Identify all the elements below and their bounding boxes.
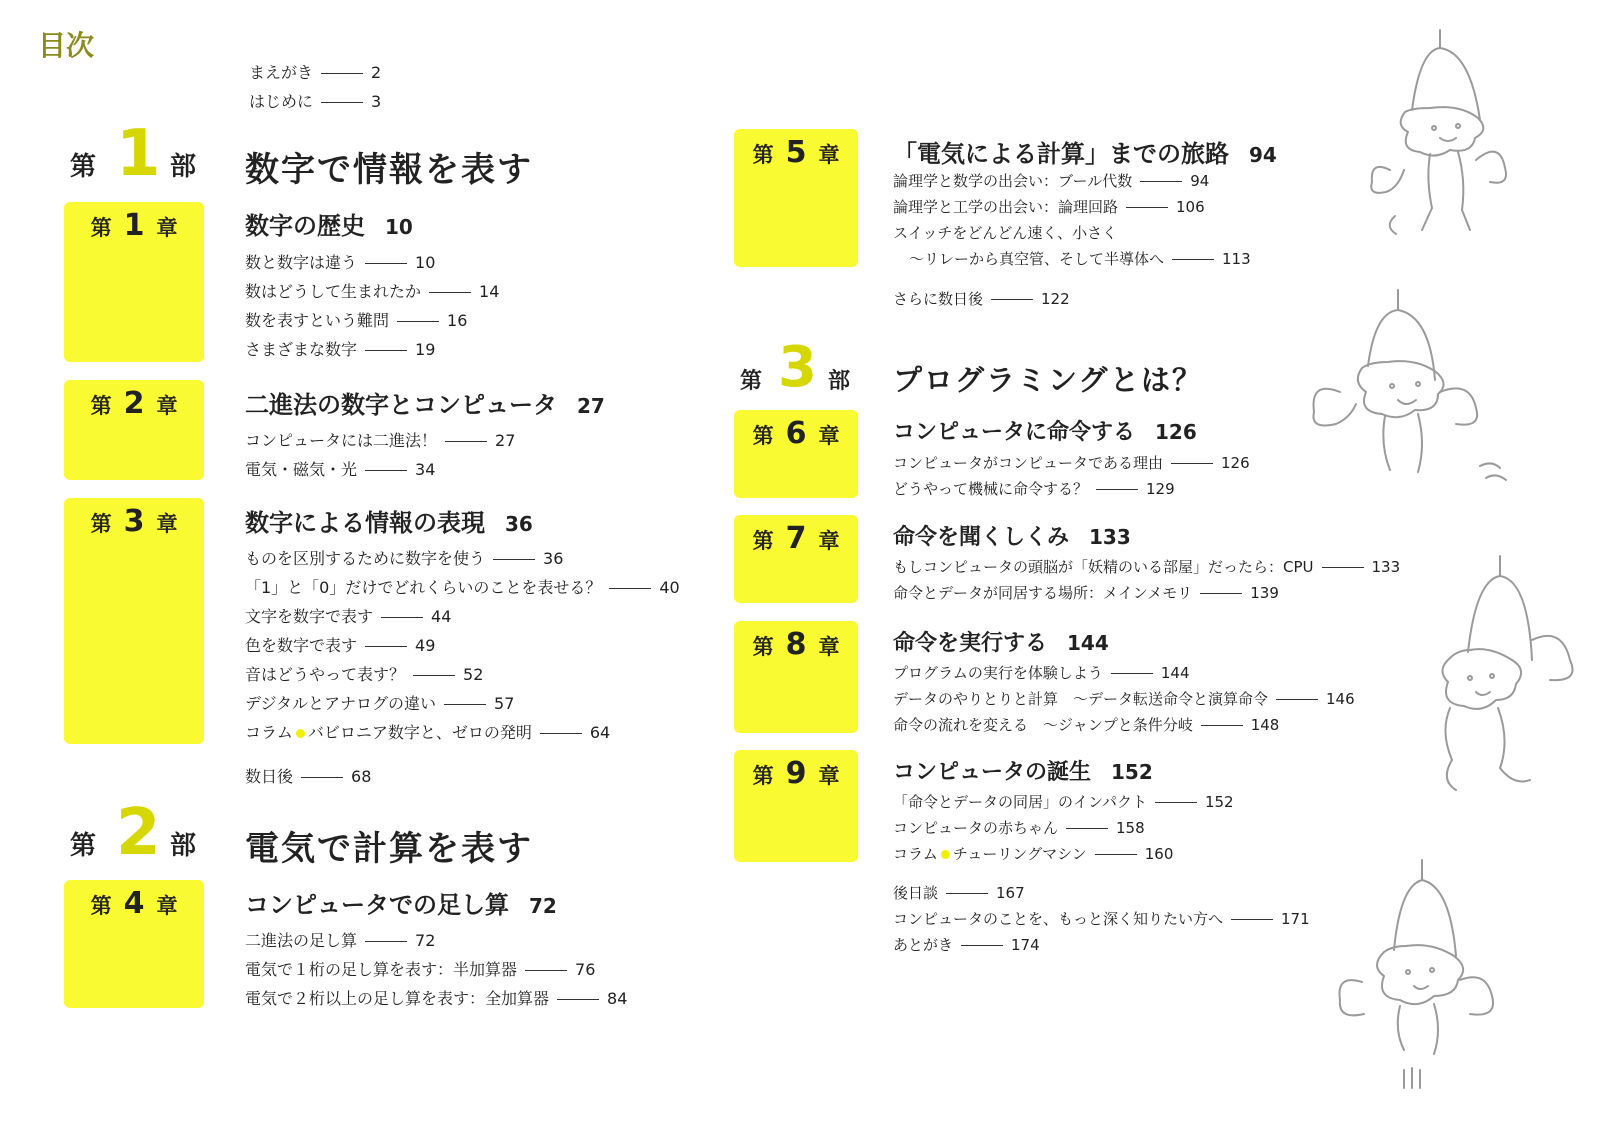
toc-entry: デジタルとアナログの違い 57 — [245, 694, 515, 713]
toc-entry: コラム バビロニア数字と、ゼロの発明 64 — [245, 723, 611, 742]
front-item: まえがき 2 — [249, 63, 382, 82]
chapter-title: コンピュータでの足し算 72 — [245, 891, 557, 919]
toc-entry: 「命令とデータの同居」のインパクト 152 — [893, 793, 1234, 811]
part-title: 数字で情報を表す — [245, 150, 533, 190]
toc-entry: 電気で２桁以上の足し算を表す：全加算器 84 — [245, 989, 628, 1008]
toc-entry: さらに数日後 122 — [893, 290, 1070, 308]
chapter-box: 第 1 章 — [64, 202, 204, 362]
toc-entry: 文字を数字で表す 44 — [245, 607, 452, 626]
chapter-title: コンピュータの誕生 152 — [893, 760, 1153, 785]
chapter-items — [245, 926, 627, 1013]
toc-entry: コンピュータがコンピュータである理由 126 — [893, 454, 1250, 472]
part-title: プログラミングとは？ — [893, 363, 1204, 397]
toc-entry: 命令の流れを変える ～ジャンプと条件分岐 148 — [893, 716, 1280, 734]
toc-entry: 論理学と工学の出会い：論理回路 106 — [893, 198, 1205, 216]
chapter-items — [893, 450, 1250, 502]
toc-entry: 数と数字は違う 10 — [245, 253, 436, 272]
toc-entry: 数はどうして生まれたか 14 — [245, 282, 500, 301]
toc-entry: 数日後 68 — [245, 767, 372, 786]
toc-entry: 数を表すという難問 16 — [245, 311, 468, 330]
toc-entry: コンピュータの赤ちゃん 158 — [893, 819, 1145, 837]
toc-entry: ～リレーから真空管、そして半導体へ 113 — [909, 250, 1251, 268]
chapter-box: 第 2 章 — [64, 380, 204, 480]
toc-entry: コンピュータには二進法！ 27 — [245, 431, 516, 450]
chapter-items — [245, 248, 499, 364]
part-heading: 第 2 部 — [70, 796, 197, 870]
toc-entry: ものを区別するために数字を使う 36 — [245, 549, 564, 568]
angel-fairy-illustration — [1300, 20, 1600, 1110]
chapter-title: 「電気による計算」までの旅路 94 — [893, 140, 1277, 168]
chapter-items — [893, 789, 1234, 867]
back-matter — [893, 880, 1310, 958]
chapter-box: 第 6 章 — [734, 410, 858, 498]
toc-entry: 音はどうやって表す？ 52 — [245, 665, 484, 684]
chapter-title: 命令を聞くしくみ 133 — [893, 525, 1131, 550]
toc-entry: 電気・磁気・光 34 — [245, 460, 436, 479]
toc-entry: コラム チューリングマシン 160 — [893, 845, 1174, 863]
fairy-icon — [1442, 556, 1572, 790]
chapter-box: 第 8 章 — [734, 621, 858, 733]
chapter-items — [893, 168, 1251, 272]
toc-entry: スイッチをどんどん速く、小さく — [893, 224, 1118, 242]
chapter-items — [245, 426, 515, 484]
bullet-dot — [941, 850, 950, 859]
toc-entry: データのやりとりと計算 ～データ転送命令と演算命令 146 — [893, 690, 1355, 708]
toc-entry: どうやって機械に命令する？ 129 — [893, 480, 1175, 498]
toc-entry: もしコンピュータの頭脳が「妖精のいる部屋」だったら：CPU 133 — [893, 558, 1401, 576]
front-item: はじめに 3 — [249, 92, 382, 111]
toc-entry: 二進法の足し算 72 — [245, 931, 436, 950]
chapter-box: 第 5 章 — [734, 129, 858, 267]
toc-entry: コンピュータのことを、もっと深く知りたい方へ 171 — [893, 910, 1310, 928]
toc-entry: 「1」と「0」だけでどれくらいのことを表せる？ 40 — [245, 578, 680, 597]
toc-entry: 電気で１桁の足し算を表す：半加算器 76 — [245, 960, 596, 979]
toc-entry: 後日談 167 — [893, 884, 1025, 902]
chapter-title: コンピュータに命令する 126 — [893, 420, 1197, 445]
chapter-title: 数字による情報の表現 36 — [245, 509, 533, 537]
chapter-title: 二進法の数字とコンピュータ 27 — [245, 391, 605, 419]
chapter-box: 第 3 章 — [64, 498, 204, 744]
part-heading: 第 1 部 — [70, 117, 197, 191]
toc-entry: さまざまな数字 19 — [245, 340, 436, 359]
part-heading: 第 3 部 — [740, 335, 851, 400]
toc-title: 目次 — [38, 29, 95, 62]
chapter-title: 命令を実行する 144 — [893, 631, 1109, 656]
chapter-title: 数字の歴史 10 — [245, 212, 413, 240]
fairy-icon — [1339, 860, 1493, 1088]
toc-entry: 色を数字で表す 49 — [245, 636, 436, 655]
toc-entry: あとがき 174 — [893, 936, 1040, 954]
fairy-icon — [1371, 30, 1506, 234]
chapter-box: 第 4 章 — [64, 880, 204, 1008]
chapter-box: 第 7 章 — [734, 515, 858, 603]
toc-entry: 命令とデータが同居する場所：メインメモリ 139 — [893, 584, 1279, 602]
bullet-dot — [296, 729, 305, 738]
fairy-icon — [1313, 290, 1506, 480]
toc-entry: 論理学と数学の出会い：ブール代数 94 — [893, 172, 1210, 190]
chapter-items — [245, 544, 680, 747]
chapter-items — [893, 660, 1355, 738]
part-title: 電気で計算を表す — [245, 829, 533, 869]
chapter-box: 第 9 章 — [734, 750, 858, 862]
toc-entry: プログラムの実行を体験しよう 144 — [893, 664, 1190, 682]
